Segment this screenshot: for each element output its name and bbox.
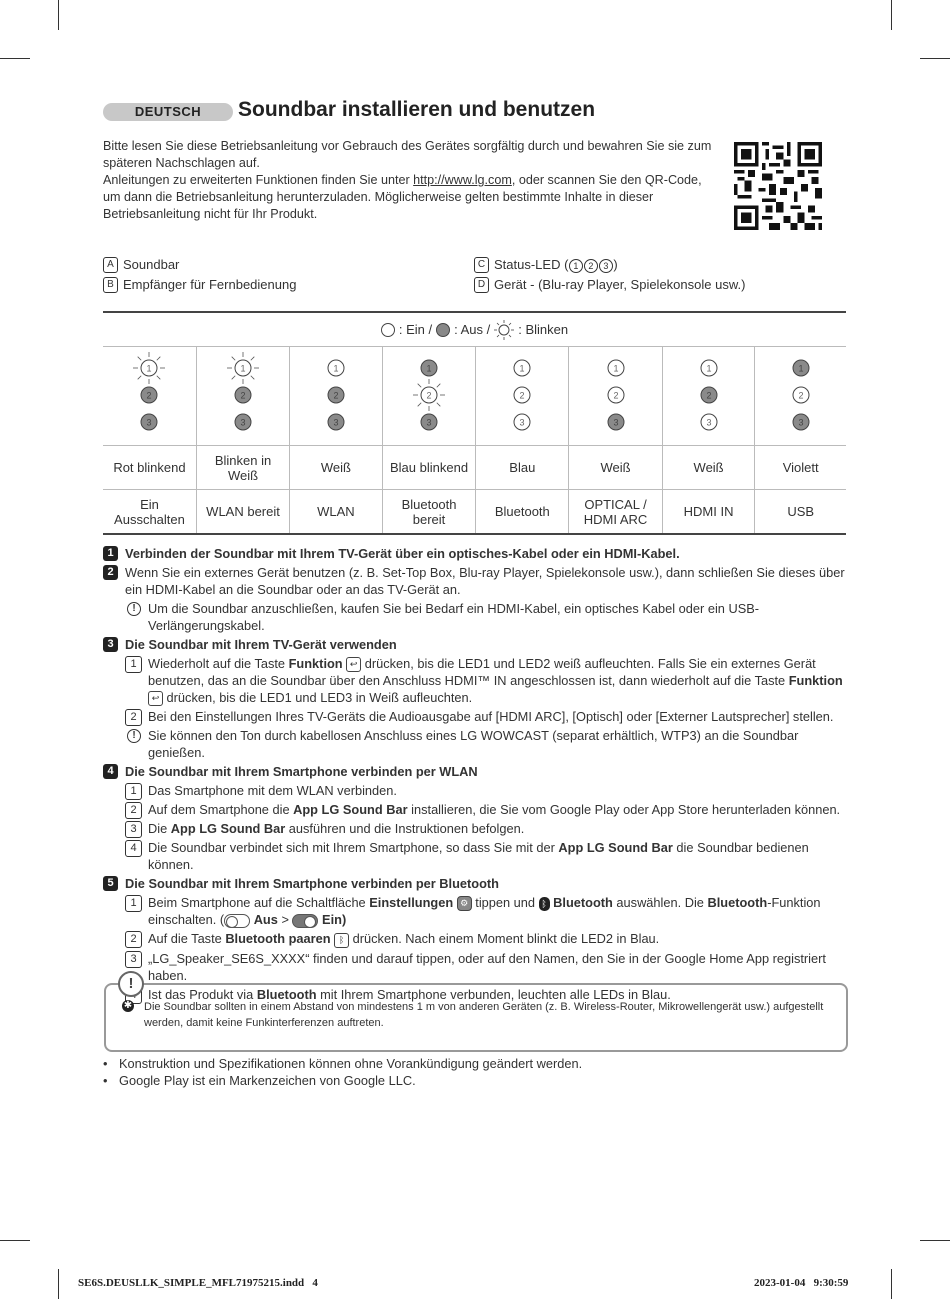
led-state-cell [476, 347, 569, 446]
led-number: 3 [240, 417, 246, 427]
parts-list-left [103, 255, 296, 295]
led-number: 2 [146, 390, 152, 400]
step-4-3: 3 Die App LG Sound Bar ausführen und die Instruktionen befolgen. [103, 820, 848, 837]
step-5-2: 2 Auf die Taste Bluetooth paaren ᛒ drücken. Nach einem Moment blinkt die LED2 in Blau. [103, 930, 848, 947]
step-number: 3 [103, 637, 118, 652]
caution-icon: ! [127, 729, 141, 743]
led-color-cell: Weiß [569, 446, 663, 490]
led-function-cell: Bluetooth bereit [382, 490, 476, 535]
led-number: 3 [599, 259, 613, 273]
bluetooth-pair-button-icon: ᛒ [334, 933, 349, 948]
step-3-note: ! Sie können den Ton durch kabellosen Anschluss eines LG WOWCAST (separat erhältlich, WTP3) an die Soundbar genießen. [103, 727, 848, 761]
crop-mark [891, 0, 892, 30]
led-indicator-group [779, 350, 823, 440]
step-3-2: 2 Bei den Einstellungen Ihres TV-Geräts die Audioausgabe auf [HDMI ARC], [Optisch] oder [Externer Lautsprecher] stellen. [103, 708, 848, 725]
led-state-cell [662, 347, 755, 446]
led-number: 3 [706, 417, 712, 427]
led-indicator-group [314, 350, 358, 440]
caution-icon: ! [127, 602, 141, 616]
step-4-1: 1 Das Smartphone mit dem WLAN verbinden. [103, 782, 848, 799]
intro-paragraph: Bitte lesen Sie diese Betriebsanleitung vor Gebrauch des Gerätes sorgfältig durch und bewahren Sie sie zum späteren Nachschlagen auf. [103, 139, 712, 170]
substep-number: 1 [125, 656, 142, 673]
toggle-on-icon [292, 914, 318, 928]
part-item [103, 255, 296, 275]
crop-mark [0, 1240, 30, 1241]
part-item [103, 275, 296, 295]
crop-mark [58, 1269, 59, 1299]
led-number: 3 [613, 417, 619, 427]
led-number: 2 [798, 390, 804, 400]
step-number: 1 [103, 546, 118, 561]
led-status-table [103, 311, 846, 535]
step-5-3: 3 „LG_Speaker_SE6S_XXXX“ finden und darauf tippen, oder auf den Namen, den Sie in der Google Home App registriert haben. [103, 950, 848, 984]
crop-mark [891, 1269, 892, 1299]
led-number: 1 [333, 363, 339, 373]
bluetooth-icon: ᛒ [539, 897, 550, 911]
led-function-cell: OPTICAL / HDMI ARC [569, 490, 663, 535]
instruction-steps [103, 545, 848, 1005]
led-number: 3 [333, 417, 339, 427]
part-label: Soundbar [123, 257, 180, 272]
parts-list-right [474, 255, 745, 295]
step-5-4: Ist das Produkt via Bluetooth mit Ihrem Smartphone verbunden, leuchten alle LEDs in Blau. [103, 986, 848, 1003]
substep-number: 3 [125, 821, 142, 838]
toggle-off-icon [224, 914, 250, 928]
note-text: Die Soundbar sollten in einem Abstand von mindestens 1 m von anderen Geräten (z. B. Wireless-Router, Mikrowellengerät usw.) aufgestellt werden, damit keine Funkinterferenzen auftreten. [144, 1001, 824, 1029]
led-state-cell [290, 347, 383, 446]
led-number: 1 [706, 363, 712, 373]
step-5: 5 Die Soundbar mit Ihrem Smartphone verbinden per Bluetooth [103, 875, 848, 892]
led-number: 1 [146, 363, 152, 373]
part-label: Status-LED ( 1 2 3 ) [494, 257, 618, 272]
footer-filename: SE6S.DEUSLLK_SIMPLE_MFL71975215.indd 4 [78, 1277, 318, 1289]
intro-paragraph: Anleitungen zu erweiterten Funktionen finden Sie unter http://www.lg.com, oder scannen Sie den QR-Code, um dann die Betriebsanleitung herunterzuladen. Möglicherweise gelten bestimmte Inhalte in dieser Betriebsanleitung nicht für Ihr Produkt. [103, 173, 702, 221]
led-function-cell: USB [755, 490, 846, 535]
led-indicator-group [500, 350, 544, 440]
led-state-cell [196, 347, 289, 446]
led-state-row [103, 347, 846, 446]
step-number: 2 [103, 565, 118, 580]
led-legend: : Ein / : Aus / : Blinken [381, 320, 568, 340]
substep-number: 2 [125, 802, 142, 819]
led-color-cell: Blinken in Weiß [196, 446, 289, 490]
lg-link[interactable]: http://www.lg.com [413, 173, 512, 187]
led-number: 3 [798, 417, 804, 427]
substep-number: 2 [125, 709, 142, 726]
led-number: 3 [426, 417, 432, 427]
page-title: Soundbar installieren und benutzen [238, 98, 596, 121]
led-number: 2 [584, 259, 598, 273]
led-function-cell: Ein Ausschalten [103, 490, 196, 535]
substep-number: 1 [125, 895, 142, 912]
crop-mark [920, 1240, 950, 1241]
led-number: 1 [240, 363, 246, 373]
intro-text [103, 138, 713, 223]
part-item [474, 275, 745, 295]
led-number: 1 [798, 363, 804, 373]
language-badge: DEUTSCH [103, 103, 233, 121]
led-indicator-group [127, 350, 171, 440]
led-off-icon [436, 323, 450, 337]
led-color-row [103, 446, 846, 490]
crop-mark [0, 58, 30, 59]
legend-row [103, 312, 846, 347]
led-indicator-group [594, 350, 638, 440]
part-label: Gerät - (Blu-ray Player, Spielekonsole usw.) [494, 277, 746, 292]
led-number: 2 [333, 390, 339, 400]
part-letter: C [474, 257, 489, 273]
led-state-cell [569, 347, 663, 446]
led-state-cell [103, 347, 196, 446]
part-label: Empfänger für Fernbedienung [123, 277, 297, 292]
led-indicator-group [687, 350, 731, 440]
led-number: 1 [569, 259, 583, 273]
step-3: 3 Die Soundbar mit Ihrem TV-Gerät verwenden [103, 636, 848, 653]
step-3-1: 1 Wiederholt auf die Taste Funktion ↩ drücken, bis die LED1 und LED2 weiß aufleuchten. Falls Sie ein externes Gerät benutzen, das an die Soundbar über den Anschluss HDMI™ IN angeschlossen ist, dann wiederholt auf die Taste Funktion ↩ drücken, bis die LED1 und LED3 in Weiß aufleuchten. [103, 655, 848, 706]
led-blink-icon [494, 320, 514, 340]
led-number: 2 [519, 390, 525, 400]
step-4: 4 Die Soundbar mit Ihrem Smartphone verbinden per WLAN [103, 763, 848, 780]
led-state-cell [382, 347, 476, 446]
substep-number: 4 [125, 840, 142, 857]
led-color-cell: Violett [755, 446, 846, 490]
led-number: 2 [706, 390, 712, 400]
led-color-cell: Blau [476, 446, 569, 490]
led-number: 3 [146, 417, 152, 427]
step-5-1: 1 Beim Smartphone auf die Schaltfläche Einstellungen ⚙ tippen und ᛒ Bluetooth auswählen. Die Bluetooth-Funktion einschalten. ( Aus > Ein) [103, 894, 848, 928]
step-1: 1 Verbinden der Soundbar mit Ihrem TV-Gerät über ein optisches-Kabel oder ein HDMI-Kabel. [103, 545, 848, 562]
step-number: 4 [103, 764, 118, 779]
led-number: 2 [613, 390, 619, 400]
part-letter: D [474, 277, 489, 293]
part-letter: A [103, 257, 118, 273]
bullet-item: • Google Play ist ein Markenzeichen von Google LLC. [103, 1072, 582, 1089]
led-number: 1 [519, 363, 525, 373]
led-color-cell: Weiß [290, 446, 383, 490]
step-2-note: ! Um die Soundbar anzuschließen, kaufen Sie bei Bedarf ein HDMI-Kabel, ein optisches Kabel oder ein USB-Verlängerungskabel. [103, 600, 848, 634]
function-button-icon: ↩ [148, 691, 163, 706]
crop-mark [920, 58, 950, 59]
led-function-row [103, 490, 846, 535]
led-number: 3 [519, 417, 525, 427]
settings-gear-icon: ⚙ [457, 896, 472, 911]
crop-mark [58, 0, 59, 30]
note-star-icon: ✱ [123, 1000, 133, 1011]
substep-number: 3 [125, 951, 142, 968]
led-function-cell: WLAN [290, 490, 383, 535]
led-on-icon [381, 323, 395, 337]
led-state-cell [755, 347, 846, 446]
substep-number: 1 [125, 783, 142, 800]
step-2: 2 Wenn Sie ein externes Gerät benutzen (z. B. Set-Top Box, Blu-ray Player, Spielekonsole usw.), dann schließen Sie dieses über ein HDMI-Kabel an die Soundbar oder an das TV-Gerät an. [103, 564, 848, 598]
step-number: 5 [103, 876, 118, 891]
substep-number: 2 [125, 931, 142, 948]
function-button-icon: ↩ [346, 657, 361, 672]
led-number: 1 [426, 363, 432, 373]
led-color-cell: Blau blinkend [382, 446, 476, 490]
bullet-list [103, 1055, 582, 1089]
led-indicator-group [221, 350, 265, 440]
led-number: 1 [613, 363, 619, 373]
exclamation-icon: ! [118, 971, 144, 997]
footer-timestamp: 2023-01-04 9:30:59 [754, 1277, 849, 1289]
part-letter: B [103, 277, 118, 293]
led-number: 2 [426, 390, 432, 400]
qr-code [734, 142, 822, 230]
led-function-cell: Bluetooth [476, 490, 569, 535]
led-color-cell: Rot blinkend [103, 446, 196, 490]
bullet-item: • Konstruktion und Spezifikationen können ohne Vorankündigung geändert werden. [103, 1055, 582, 1072]
led-number: 2 [240, 390, 246, 400]
led-function-cell: WLAN bereit [196, 490, 289, 535]
step-4-2: 2 Auf dem Smartphone die App LG Sound Bar installieren, die Sie vom Google Play oder App Store herunterladen können. [103, 801, 848, 818]
led-color-cell: Weiß [662, 446, 755, 490]
step-4-4: 4 Die Soundbar verbindet sich mit Ihrem Smartphone, so dass Sie mit der App LG Sound Bar die Soundbar bedienen können. [103, 839, 848, 873]
led-function-cell: HDMI IN [662, 490, 755, 535]
led-indicator-group [407, 350, 451, 440]
part-item [474, 255, 745, 275]
